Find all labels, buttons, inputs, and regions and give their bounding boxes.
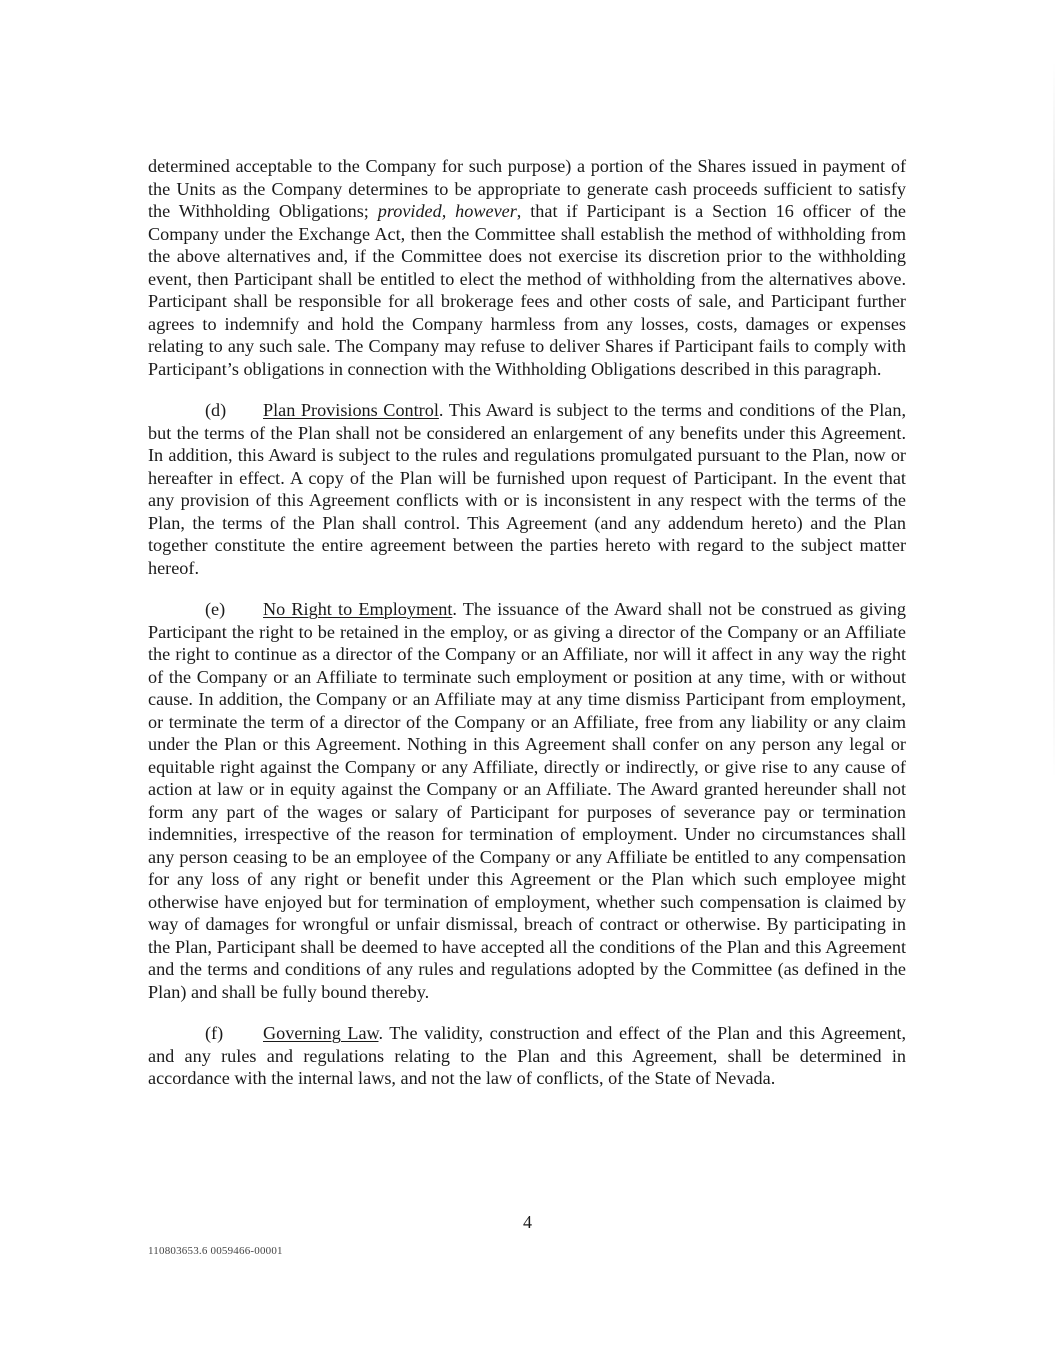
continuation-emphasis: provided, however <box>377 201 517 221</box>
document-body <box>148 155 906 1109</box>
continuation-text-1: determined acceptable to the Company for such purpose) a portion of the Shares issued in payment of the Units as the Company determines to be appropriate to generate cash proceeds sufficient to satisfy the Withholding Obligations; <box>148 156 906 221</box>
paragraph-e <box>148 598 906 1003</box>
paragraph-f-text: . The validity, construction and effect of the Plan and this Agreement, and any rules and regulations relating to the Plan and this Agreement, shall be determined in accordance with the internal laws, and not the law of conflicts, of the State of Nevada. <box>148 1023 907 1088</box>
paragraph-d-heading: Plan Provisions Control <box>263 400 439 420</box>
document-id: 110803653.6 0059466-00001 <box>148 1245 283 1257</box>
paragraph-f <box>148 1022 906 1090</box>
paragraph-d <box>148 399 906 579</box>
paragraph-e-text: . The issuance of the Award shall not be construed as giving Participant the right to be retained in the employ, or as giving a director of the Company or an Affiliate the right to continue as a director of the Company or an Affiliate, nor will it affect in any way the right of the Company or an Affiliate to terminate such employment or position at any time, with or without cause. In addition, the Company or an Affiliate may at any time dismiss Participant from employment, or terminate the term of a director of the Company or an Affiliate, free from any liability or any claim under the Plan or this Agreement. Nothing in this Agreement shall confer on any person any legal or equitable right against the Company or any Affiliate, directly or indirectly, or give rise to any cause of action at law or in equity against the Company or an Affiliate. The Award granted hereunder shall not form any part of the wages or salary of Participant for purposes of severance pay or termination indemnities, irrespective of the reason for termination of employment. Under no circumstances shall any person ceasing to be an employee of the Company or any Affiliate be entitled to any compensation for any loss of any right or benefit under this Agreement or the Plan which such employee might otherwise have enjoyed but for termination of employment, whether such compensation is claimed by way of damages for wrongful or unfair dismissal, breach of contract or otherwise. By participating in the Plan, Participant shall be deemed to have accepted all the conditions of the Plan and this Agreement and the terms and conditions of any rules and regulations adopted by the Committee (as defined in the Plan) and shall be fully bound thereby. <box>148 599 906 1002</box>
page-number: 4 <box>523 1212 532 1232</box>
paragraph-continuation <box>148 155 906 380</box>
paragraph-d-text: . This Award is subject to the terms and conditions of the Plan, but the terms of the Plan shall not be considered an enlargement of any benefits under this Agreement. In addition, this Award is subject to the rules and regulations promulgated pursuant to the Plan, now or hereafter in effect. A copy of the Plan will be furnished upon request of Participant. In the event that any provision of this Agreement conflicts with or is inconsistent in any respect with the terms of the Plan, the terms of the Plan shall control. This Agreement (and any addendum hereto) and the Plan together constitute the entire agreement between the parties hereto with regard to the subject matter hereof. <box>148 400 906 578</box>
paragraph-e-label: (e) <box>205 599 226 619</box>
paragraph-e-heading: No Right to Employment <box>263 599 453 619</box>
paragraph-f-heading: Governing Law <box>263 1023 379 1043</box>
paragraph-f-label: (f) <box>205 1023 224 1043</box>
paragraph-d-label: (d) <box>205 400 227 420</box>
continuation-text-2: , that if Participant is a Section 16 officer of the Company under the Exchange Act, then the Committee shall establish the method of withholding from the above alternatives and, if the Committee does not exercise its discretion prior to the withholding event, then Participant shall be entitled to elect the method of withholding from the alternatives above. Participant shall be responsible for all brokerage fees and other costs of sale, and Participant further agrees to indemnify and hold the Company harmless from any losses, costs, damages or expenses relating to any such sale. The Company may refuse to deliver Shares if Participant fails to comply with Participant’s obligations in connection with the Withholding Obligations described in this paragraph. <box>148 201 907 379</box>
